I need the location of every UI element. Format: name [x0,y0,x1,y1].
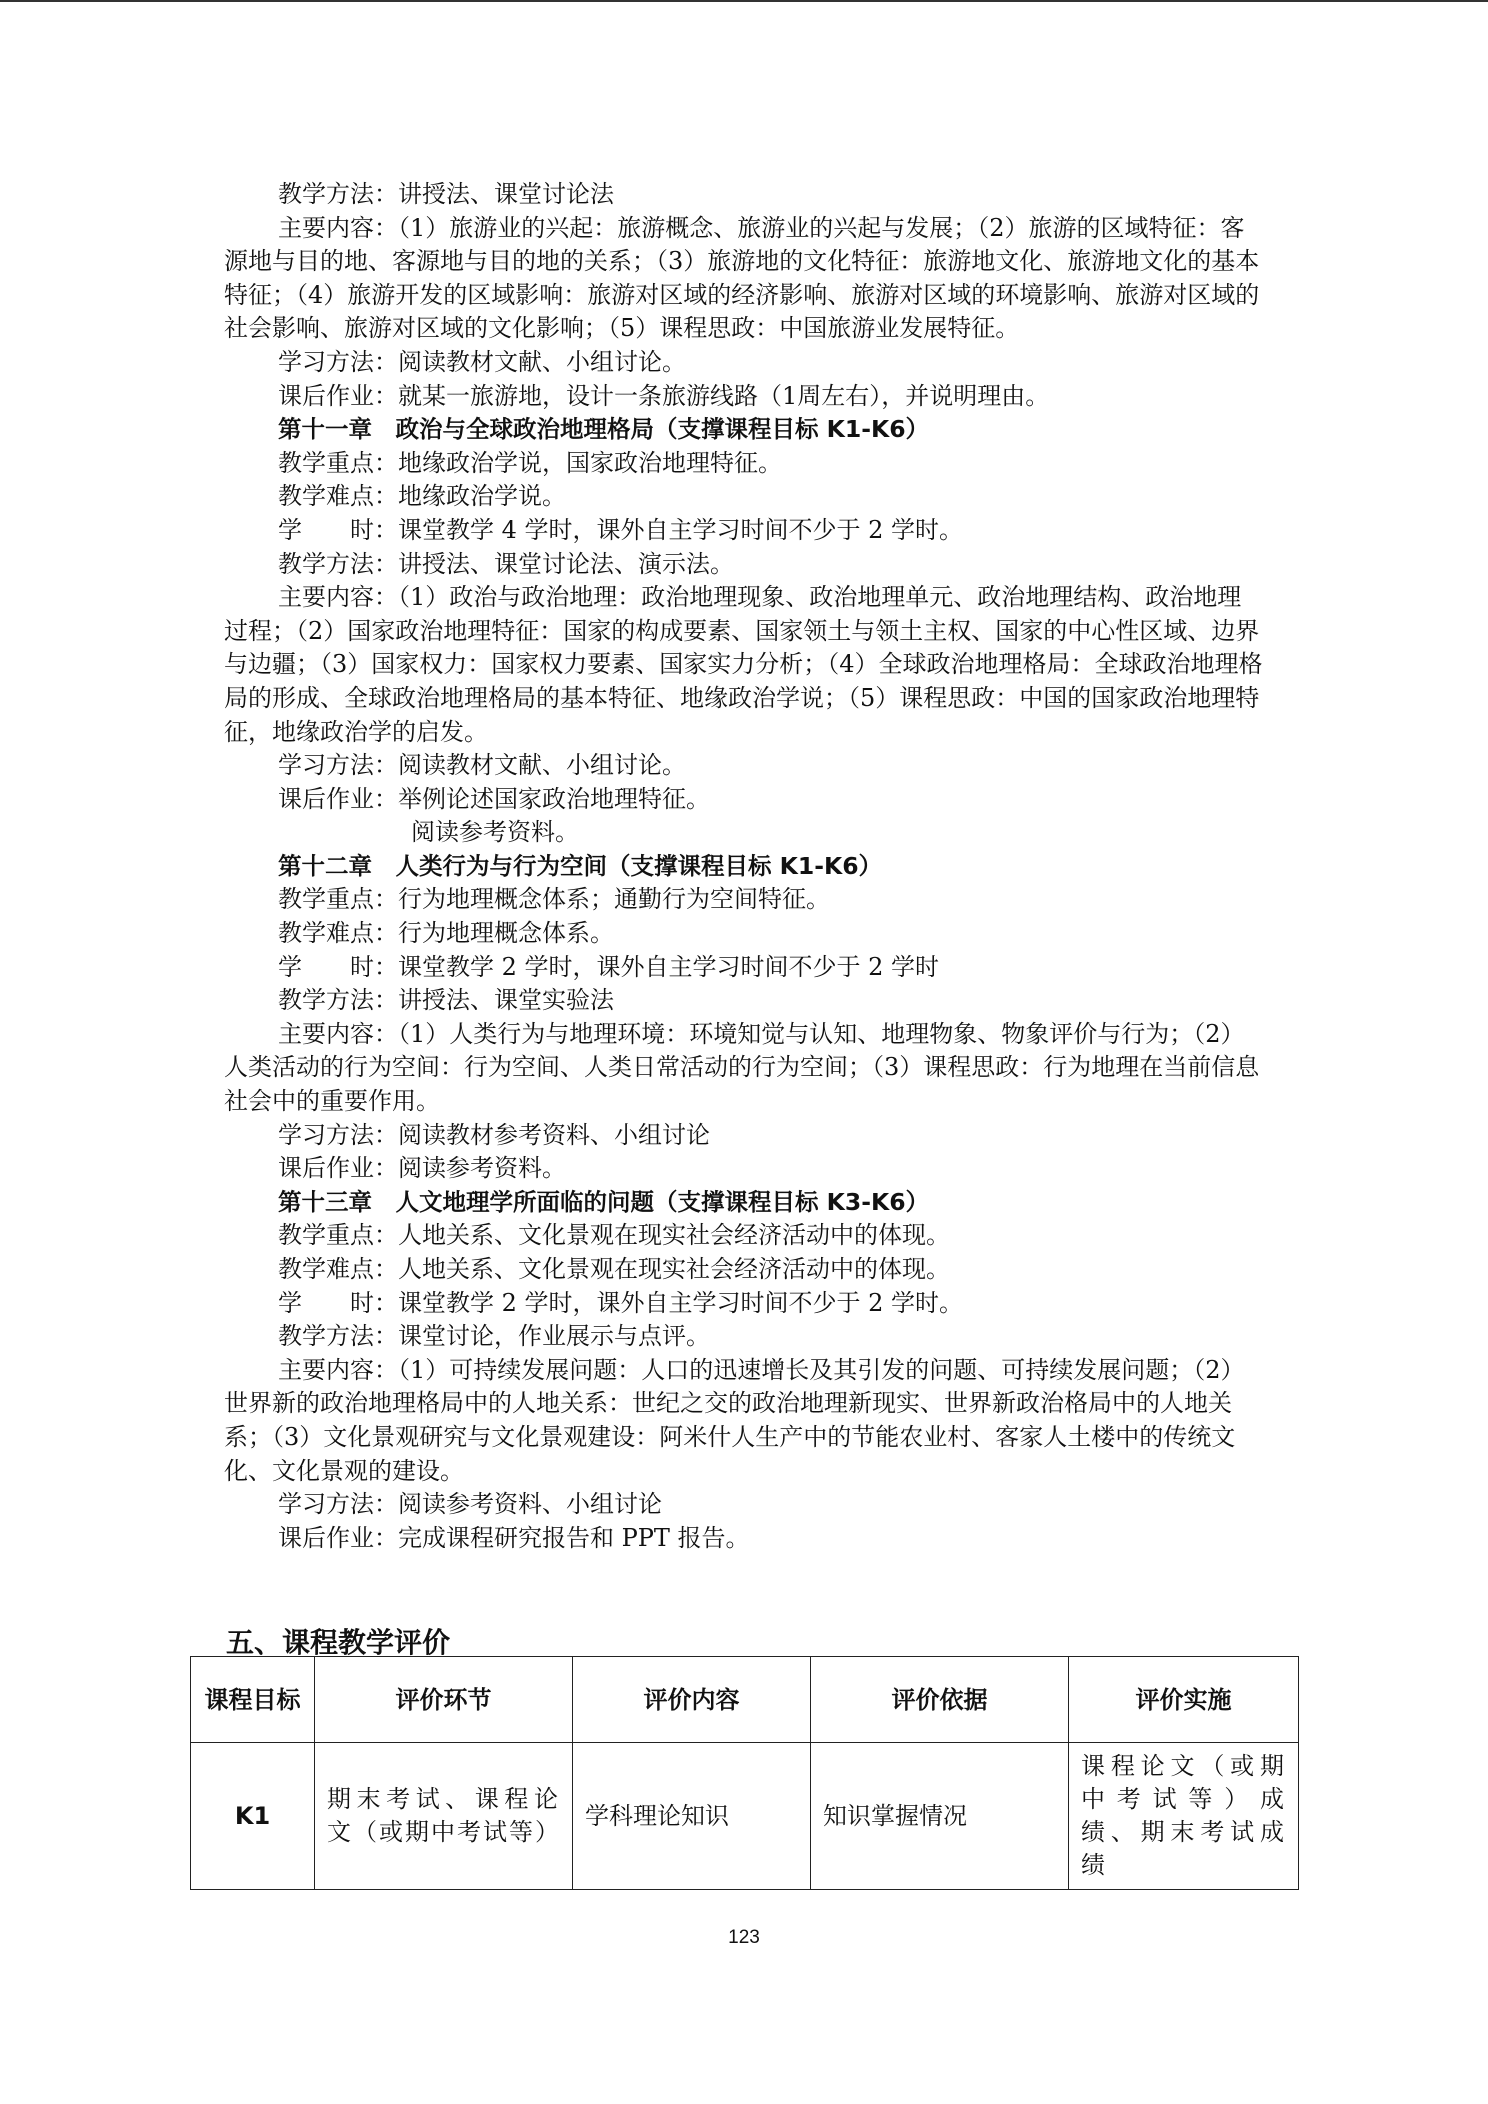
table-cell: K1 [191,1743,315,1890]
header-cell: 课程目标 [191,1657,315,1743]
ch13-content: 主要内容：（1）可持续发展问题：人口的迅速增长及其引发的问题、可持续发展问题；（2）世界新的政治地理格局中的人地关系：世纪之交的政治地理新现实、世界新政治格局中的人地关系；（3）文化景观研究与文化景观建设：阿米什人生产中的节能农业村、客家人土楼中的传统文化、文化景观的建设。 [224,1355,1245,1485]
table-header-row [191,1657,1299,1743]
ch11-hours: 学 时：课堂教学 4 学时，课外自主学习时间不少于 2 学时。 [278,515,964,544]
ch11-difficulty: 教学难点：地缘政治学说。 [278,482,566,511]
ch12-homework: 课后作业：阅读参考资料。 [278,1154,566,1183]
header-cell: 评价内容 [573,1657,811,1743]
ch10-study: 学习方法：阅读教材文献、小组讨论。 [278,347,686,376]
ch12-hours: 学 时：课堂教学 2 学时，课外自主学习时间不少于 2 学时 [278,952,940,981]
page-number: 123 [728,1927,760,1948]
ch11-focus: 教学重点：地缘政治学说，国家政治地理特征。 [278,448,782,477]
table-cell: 期末考试、课程论文（或期中考试等） [315,1743,573,1890]
ch11-content: 主要内容：（1）政治与政治地理：政治地理现象、政治地理单元、政治地理结构、政治地理过程；（2）国家政治地理特征：国家的构成要素、国家领土与领土主权、国家的中心性区域、边界与边疆；（3）国家权力：国家权力要素、国家实力分析；（4）全球政治地理格局：全球政治地理格局的形成、全球政治地理格局的基本特征、地缘政治学说；（5）课程思政：中国的国家政治地理特征，地缘政治学的启发。 [224,583,1263,746]
page-top-border [0,0,1488,2]
ch12-focus: 教学重点：行为地理概念体系；通勤行为空间特征。 [278,885,830,914]
ch13-method: 教学方法：课堂讨论，作业展示与点评。 [278,1322,710,1351]
ch10-content: 主要内容：（1）旅游业的兴起：旅游概念、旅游业的兴起与发展；（2）旅游的区域特征：客源地与目的地、客源地与目的地的关系；（3）旅游地的文化特征：旅游地文化、旅游地文化的基本特征；（4）旅游开发的区域影响：旅游对区域的经济影响、旅游对区域的环境影响、旅游对区域的社会影响、旅游对区域的文化影响；（5）课程思政：中国旅游业发展特征。 [224,213,1260,343]
ch12-difficulty: 教学难点：行为地理概念体系。 [278,919,614,948]
ch12-study: 学习方法：阅读教材参考资料、小组讨论 [278,1120,710,1149]
header-cell: 评价依据 [811,1657,1069,1743]
ch10-homework: 课后作业：就某一旅游地，设计一条旅游线路（1周左右），并说明理由。 [278,381,1050,410]
table-cell: 知识掌握情况 [811,1743,1069,1890]
table-cell: 课程论文（或期中考试等）成绩、期末考试成绩 [1069,1743,1299,1890]
header-cell: 评价环节 [315,1657,573,1743]
section-heading: 五、课程教学评价 [226,1626,451,1659]
ch12-method: 教学方法：讲授法、课堂实验法 [278,986,614,1015]
ch13-focus: 教学重点：人地关系、文化景观在现实社会经济活动中的体现。 [278,1221,950,1250]
ch11-homework: 课后作业：举例论述国家政治地理特征。 [278,784,710,813]
ch12-content: 主要内容：（1）人类行为与地理环境：环境知觉与认知、地理物象、物象评价与行为；（2）人类活动的行为空间：行为空间、人类日常活动的行为空间；（3）课程思政：行为地理在当前信息社会中的重要作用。 [224,1019,1260,1116]
ch13-hours: 学 时：课堂教学 2 学时，课外自主学习时间不少于 2 学时。 [278,1288,964,1317]
header-cell: 评价实施 [1069,1657,1299,1743]
ch12-title: 第十二章 人类行为与行为空间（支撑课程目标 K1-K6） [278,851,883,880]
ch13-difficulty: 教学难点：人地关系、文化景观在现实社会经济活动中的体现。 [278,1255,950,1283]
ch11-homework-2: 阅读参考资料。 [411,818,579,847]
syllabus-body [224,178,1264,1555]
ch10-method: 教学方法：讲授法、课堂讨论法 [278,180,614,208]
evaluation-table [190,1656,1299,1890]
ch11-study: 学习方法：阅读教材文献、小组讨论。 [278,751,686,780]
ch13-study: 学习方法：阅读参考资料、小组讨论 [278,1490,662,1519]
ch11-method: 教学方法：讲授法、课堂讨论法、演示法。 [278,549,734,578]
table-cell: 学科理论知识 [573,1743,811,1890]
table-row [191,1743,1299,1890]
ch13-homework: 课后作业：完成课程研究报告和 PPT 报告。 [278,1523,750,1552]
ch13-title: 第十三章 人文地理学所面临的问题（支撑课程目标 K3-K6） [278,1187,930,1216]
ch11-title: 第十一章 政治与全球政治地理格局（支撑课程目标 K1-K6） [278,415,930,444]
